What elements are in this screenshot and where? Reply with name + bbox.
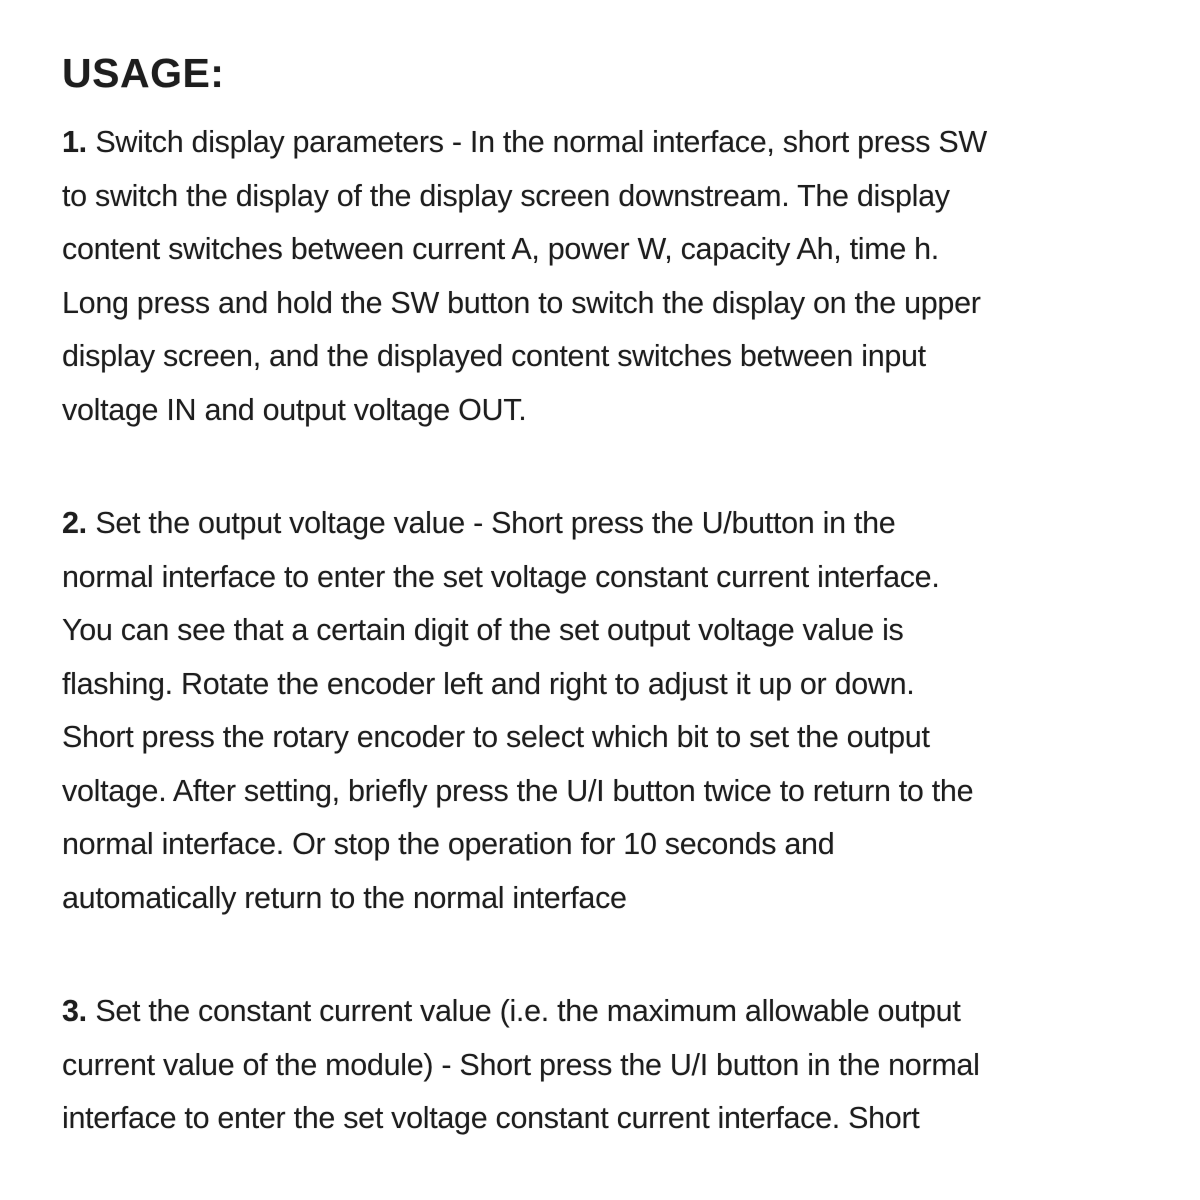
paragraph-line — [62, 985, 1150, 1039]
paragraph-number: 2. — [62, 506, 87, 540]
paragraph-line — [62, 116, 1150, 170]
paragraph-line: normal interface to enter the set voltage constant current interface. — [62, 559, 940, 594]
paragraph-line: Short press the rotary encoder to select which bit to set the output — [62, 720, 930, 754]
paragraph-line: flashing. Rotate the encoder left and right to adjust it up or down. — [62, 666, 915, 701]
paragraph-line: display screen, and the displayed content switches between input — [62, 339, 926, 373]
usage-paragraph-3 — [62, 985, 1150, 1146]
paragraph-line: Long press and hold the SW button to switch the display on the upper — [62, 285, 981, 320]
paragraph-line: content switches between current A, power W, capacity Ah, time h. — [62, 232, 939, 266]
paragraph-line: current value of the module) - Short press the U/I button in the normal — [62, 1047, 980, 1082]
paragraph-line-text: Switch display parameters - In the normal interface, short press SW — [95, 125, 987, 159]
paragraph-line: normal interface. Or stop the operation for 10 seconds and — [62, 827, 835, 861]
page-title: USAGE: — [62, 50, 225, 96]
paragraph-number: 3. — [62, 994, 87, 1028]
paragraph-line-text: Set the output voltage value - Short press the U/button in the — [95, 506, 896, 540]
paragraph-line-text: Set the constant current value (i.e. the maximum allowable output — [95, 994, 961, 1028]
paragraph-line: voltage IN and output voltage OUT. — [62, 392, 527, 427]
paragraph-line: to switch the display of the display screen downstream. The display — [62, 178, 950, 213]
paragraph-line: interface to enter the set voltage constant current interface. Short — [62, 1101, 920, 1135]
usage-paragraph-1 — [62, 116, 1150, 437]
paragraph-line: automatically return to the normal interface — [62, 880, 627, 915]
paragraph-line: voltage. After setting, briefly press the U/I button twice to return to the — [62, 773, 974, 808]
paragraph-line — [62, 497, 1150, 551]
paragraph-line: You can see that a certain digit of the set output voltage value is — [62, 613, 904, 647]
usage-paragraph-2 — [62, 497, 1150, 925]
paragraph-number: 1. — [62, 125, 87, 159]
